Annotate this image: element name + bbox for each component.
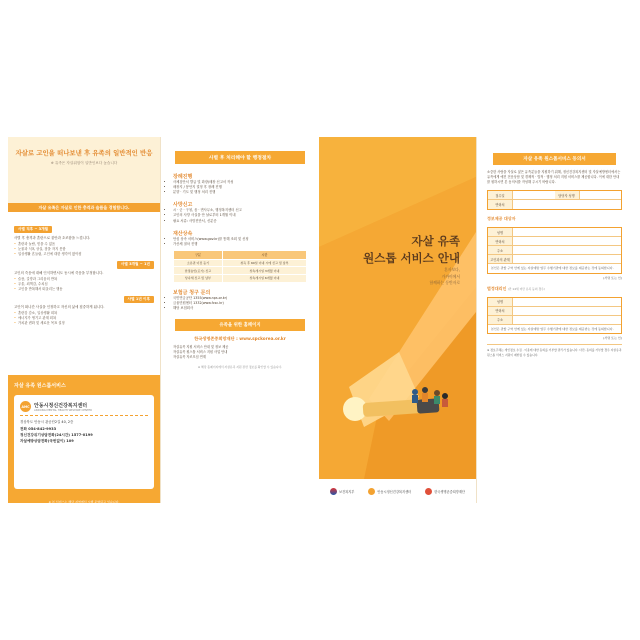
- taeguk-icon: [330, 488, 337, 495]
- list-item: • 일상생활 흔들림, 고인에 대한 생각이 많아짐: [14, 252, 154, 257]
- table-cell: 상속개시일 3개월 이내: [222, 267, 306, 275]
- panel-consent-form: [476, 137, 632, 503]
- group-title: 보험금 청구 문의: [173, 289, 211, 296]
- reaction-section: [8, 212, 160, 258]
- guardian-box: [487, 297, 622, 335]
- sponsor-name: 한국생명존중희망재단: [434, 489, 465, 494]
- table-cell: 한정승인(포기) 신고: [174, 267, 223, 275]
- consent-text: 본인은 관할 구역 안에 있는 자살예방 업무 수행기관에 대한 정보를 제공받는 것에 동의합니다.: [491, 326, 614, 331]
- list-item: • 고인을 반복해서 떠올리는 행동: [14, 287, 154, 292]
- section-title-text: 법정대리인: [487, 285, 507, 291]
- person-icon: [412, 389, 418, 395]
- center-logo-icon: [368, 488, 375, 495]
- address-field[interactable]: [512, 246, 621, 254]
- procedure-group: [161, 164, 319, 311]
- signature-label: (서명 또는 인): [603, 336, 622, 341]
- guardian-phone-field[interactable]: [512, 307, 621, 315]
- sponsor-name: 보건복지부: [338, 489, 355, 494]
- foundation-link[interactable]: 한국생명존중희망재단 : www.spckorea.or.kr: [194, 335, 286, 341]
- sponsor-logo: [330, 488, 354, 495]
- list-item: • 금융민원센터 1332(www.fcsc.kr): [173, 301, 307, 306]
- reactions-title: 자살로 고인을 떠나보낸 후 유족의 일반적인 반응: [15, 149, 153, 157]
- field-label: 고인과의 관계: [488, 255, 512, 263]
- name-field[interactable]: [512, 228, 621, 236]
- contact-line: 자살예방상담전화(국번없이) 109: [20, 438, 74, 443]
- group-title: 재산상속: [173, 230, 193, 237]
- cover-title-line: 원스톱 서비스 안내: [363, 250, 460, 265]
- date-field[interactable]: [512, 191, 555, 199]
- cover-subtitle: [429, 267, 460, 287]
- sponsor-name: 안동시정신건강복지센터: [377, 489, 412, 494]
- field-label: 연락처: [488, 200, 512, 209]
- guardian-name-field[interactable]: [512, 298, 621, 306]
- field-label: 성명: [488, 228, 512, 236]
- center-logo-icon: AMC: [20, 401, 31, 412]
- reactions-subtitle: ※ 유족은 자살위험이 일반인보다 높습니다: [50, 160, 118, 165]
- field-label: 접수일: [488, 191, 512, 199]
- field-label: 연락처: [488, 307, 512, 315]
- cover-sub-line: 혼자보다,: [444, 267, 460, 272]
- form-row: [488, 237, 621, 246]
- admin-heading: 사별 후 처리해야 할 행정절차: [175, 151, 305, 164]
- contact-line: 전화 054-842-9933: [20, 427, 57, 431]
- foundation-logo-icon: [425, 488, 432, 495]
- table-row: [174, 259, 307, 267]
- list-item: • 슬픔, 갈망과 그리움의 반복: [14, 277, 154, 282]
- sponsor-logo: [368, 488, 411, 495]
- onestop-contact-block: [8, 375, 160, 503]
- sponsor-logo: [425, 488, 465, 495]
- panel-admin-procedures: [160, 137, 319, 503]
- list-item: 자살유족 자조모임 연계: [173, 355, 206, 360]
- table-header: 구분: [174, 250, 223, 259]
- list-item: • 고인의 사망 사실을 안 날로부터 1개월 이내: [173, 213, 307, 218]
- cover-title: [363, 233, 460, 266]
- center-address: 경상북도 안동시 관공단2길 40, 2층: [20, 420, 74, 424]
- group-title: 사망신고: [173, 202, 193, 209]
- form-heading: 자살 유족 원스톱서비스 동의서: [493, 153, 616, 165]
- intake-box: [487, 190, 622, 210]
- form-row: [488, 191, 621, 200]
- list-item: • 눈물과 식욕 상실, 잠을 자지 못함: [14, 247, 154, 252]
- recipient-box: [487, 227, 622, 274]
- list-item: • 가산세 절차 진행: [173, 242, 307, 247]
- form-row: [488, 255, 621, 264]
- sponsor-logos: [319, 479, 476, 503]
- table-cell: 상속세 신고 및 납부: [174, 275, 223, 283]
- list-item: • 혼란과 놀람, 믿을 수 없음: [14, 242, 154, 247]
- table-cell: 소유권 이전 등기: [174, 259, 223, 267]
- cover-sub-line: 함께하는 동반자로: [429, 280, 460, 286]
- contact-line: 정신건강위기상담전화(24시간) 1577-0199: [20, 432, 93, 437]
- table-row: [174, 275, 307, 283]
- stage-lead: 고인이 떠나간 사실을 인정하고 자신의 삶에 집중하게 됩니다.: [14, 305, 105, 310]
- form-intro: 소중한 사람을 자살로 잃은 유족분들을 지원하기 위해, 정신건강복지센터 및 자살예방센터에서는 유족에게 예진 전문상담 및 경제적 · 법적 · 행정 처리 지원 서비스를 제공합니다. 이에 대한 안내를 원하시면 본 동의서를 작성해 주시기 바랍니다.: [487, 170, 621, 185]
- signature-label: (서명 또는 인): [603, 275, 622, 280]
- list-item: • 매장지 / 봉안지 결정 후 장례 진행: [173, 185, 307, 190]
- table-cell: 취득 후 60일 이내 시에 신고 및 납부: [222, 259, 306, 267]
- homepage-note: ※ 해당 홈페이지에서 자살유족 지원 관련 정보를 확인할 수 있습니다.: [197, 365, 283, 370]
- center-name: 안동시정신건강복지센터: [34, 402, 88, 409]
- section-subtitle: (만 14세 미만 유족 등의 경우): [507, 286, 545, 291]
- section-title: 정보제공 대상자: [487, 216, 516, 222]
- service-note: ※ 본 서비스는 해당 지역에서 시행 운영되고 있습니다.: [48, 500, 120, 503]
- list-item: • 안심 상속 서비스(www.gov.kr)를 통해 조회 및 신청: [173, 237, 307, 242]
- panel-reactions: [8, 137, 160, 503]
- field-label: 담당자 성명: [555, 191, 579, 199]
- list-item: • 분향 · 기도 및 행정 처리 진행: [173, 190, 307, 195]
- table-header: 시한: [222, 250, 306, 259]
- privacy-notice: ※ 정보주체는 개인정보 수집 · 이용에 대한 동의를 거부할 권리가 있습니다. 다만, 동의를 거부할 경우 자살유족 원스톱 서비스 지원이 제한될 수 있습니다.: [487, 344, 622, 356]
- field-label: 주소: [488, 246, 512, 254]
- list-item: • 가치관 변화 및 새로운 목표 설정: [14, 321, 154, 326]
- form-row: [488, 298, 621, 307]
- reactions-bar: 자살 유족은 자살로 인한 충격과 슬픔을 경험합니다.: [8, 203, 160, 212]
- panel-cover: [319, 137, 476, 503]
- deadline-table: [173, 250, 307, 283]
- list-item: • 우울, 죄책감, 수치심: [14, 282, 154, 287]
- table-row: [174, 267, 307, 275]
- brochure: [8, 137, 632, 503]
- cover-illustration: [319, 137, 476, 503]
- form-row: [488, 307, 621, 316]
- group-title: 장례진행: [173, 174, 193, 180]
- cover-sub-line: 가까이에서: [441, 273, 460, 279]
- consent-text: 본인은 관할 구역 안에 있는 자살예방 업무 수행기관에 대한 정보를 제공받는 것에 동의합니다.: [491, 266, 614, 271]
- reaction-section: [8, 293, 160, 328]
- section-title: [487, 286, 622, 292]
- field-label: 주소: [488, 316, 512, 324]
- form-row: [488, 316, 621, 325]
- stage-lead: 사별 후 충격과 혼란으로 불안과 초조함을 느낍니다.: [14, 236, 91, 240]
- stage-chip: 사별 직후 ~ 3개월: [14, 226, 52, 233]
- cover-title-line: 자살 유족: [411, 234, 460, 248]
- center-english-name: ANDONG MENTAL HEALTH WELFARE CENTER: [34, 408, 92, 412]
- stage-chip: 사별 3개월 ~ 1년: [117, 261, 154, 268]
- guardian-address-field[interactable]: [512, 316, 621, 324]
- service-list: [161, 342, 319, 360]
- list-item: • 혼란감 감소, 일상생활 회복: [14, 311, 154, 316]
- homepage-heading: 유족을 위한 홈페이지: [175, 319, 305, 331]
- list-item: • 해당 보험회사: [173, 306, 307, 311]
- list-item: • 국민연금공단 1355(www.nps.or.kr): [173, 296, 307, 301]
- list-item: • 시 · 군 · 구청, 읍 · 면사무소, 행정복지센터 신고: [173, 208, 307, 213]
- field-label: 연락처: [488, 237, 512, 245]
- form-row: [488, 246, 621, 255]
- table-cell: 상속개시일 6개월 이내: [222, 275, 306, 283]
- list-item: 자살유족 지원 서비스 안내 및 정보 제공: [173, 344, 229, 349]
- list-item: • 에너지가 생기고 관계 회복: [14, 316, 154, 321]
- staff-phone-field[interactable]: [512, 200, 621, 209]
- stage-chip: 사별 1년 이후: [124, 296, 154, 303]
- form-row: [488, 200, 621, 209]
- list-item: • 필요 서류: 사망진단서, 신분증: [173, 219, 307, 224]
- field-label: 성명: [488, 298, 512, 306]
- form-row: [488, 228, 621, 237]
- phone-field[interactable]: [512, 237, 621, 245]
- onestop-title: 자살 유족 원스톱서비스: [14, 383, 66, 389]
- reactions-hero: [8, 137, 160, 203]
- reaction-section: [8, 258, 160, 293]
- staff-name-field[interactable]: [579, 191, 622, 199]
- relation-field[interactable]: [512, 255, 621, 263]
- list-item: 자살유족 원스톱 서비스 지원 사업 안내: [173, 350, 228, 355]
- stage-lead: 고인의 죽음에 대해 인식하면서도 동시에 죽음을 부정합니다.: [14, 270, 104, 275]
- list-item: • 사체검안서 발급 및 화장/매장 신고서 작성: [173, 180, 307, 185]
- center-card: [14, 395, 154, 503]
- center-logo-row: [20, 401, 148, 416]
